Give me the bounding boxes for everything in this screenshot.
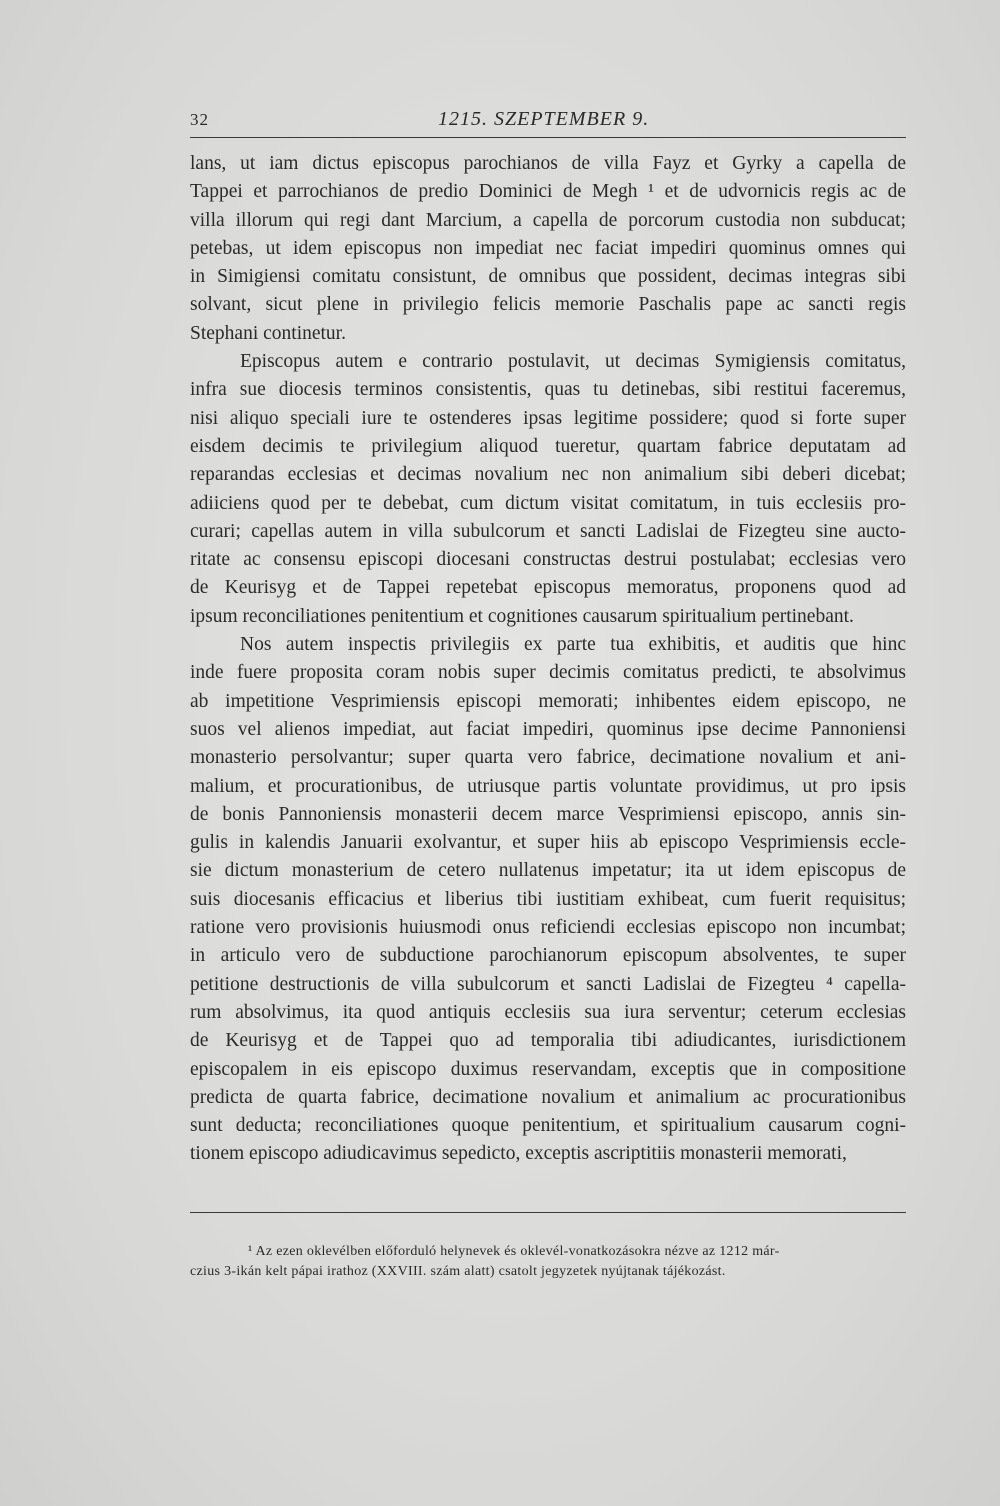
text-line: lans, ut iam dictus episcopus parochianos de villa Fayz et Gyrky a capella de [190, 153, 906, 174]
text-line: infra sue diocesis terminos consistentis, quas tu detinebas, sibi restitui faceremus, [190, 379, 906, 401]
text-line: reparandas ecclesias et decimas novalium nec non animalium sibi deberi dicebat; [190, 464, 906, 486]
footnote-line: czius 3-ikán kelt pápai irathoz (XXVIII. szám alatt) csatolt jegyzetek nyújtanak tájékozást. [190, 1264, 726, 1279]
text-line: de Keurisyg et de Tappei repetebat episcopus memoratus, proponens quod ad [190, 577, 906, 599]
text-line: monasterio persolvantur; super quarta vero fabrice, decimatione novalium et ani- [190, 747, 906, 769]
text-line: petebas, ut idem episcopus non impediat nec faciat impediri quominus omnes qui [190, 237, 906, 259]
text-line: villa illorum qui regi dant Marcium, a capella de porcorum custodia non subducat; [190, 209, 906, 231]
text-line: solvant, sicut plene in privilegio felicis memorie Paschalis pape ac sancti regis [190, 294, 906, 316]
text-line: adiiciens quod per te debebat, cum dictum visitat comitatum, in tuis ecclesiis pro- [190, 492, 906, 514]
text-line: ab impetitione Vesprimiensis episcopi memorati; inhibentes eidem episcopo, ne [190, 690, 906, 712]
text-line: eisdem decimis te privilegium aliquod tueretur, quartam fabrice deputatam ad [190, 435, 906, 457]
text-line: predicta de quarta fabrice, decimatione novalium et animalium ac procurationibus [190, 1086, 906, 1108]
text-line: petitione destructionis de villa subulcorum et sancti Ladislai de Fizegteu ⁴ capella- [190, 973, 906, 995]
text-line: suis diocesanis efficacius et liberius tibi iustitiam exhibeat, cum fuerit requisitus; [190, 888, 906, 910]
text-line: Nos autem inspectis privilegiis ex parte tua exhibitis, et auditis que hinc [240, 634, 906, 656]
text-line: ipsum reconciliationes penitentium et cognitiones causarum spiritualium pertinebant. [190, 605, 854, 627]
text-line: sie dictum monasterium de cetero nullatenus impetatur; ita ut idem episcopus de [190, 860, 906, 882]
text-line: episcopalem in eis episcopo duximus reservandam, exceptis que in compositione [190, 1058, 906, 1080]
body-text [190, 150, 906, 1169]
paragraph [190, 348, 906, 631]
text-line: Stephani continetur. [190, 322, 346, 344]
text-line: rum absolvimus, ita quod antiquis ecclesiis sua iura serventur; ceterum ecclesias [190, 1001, 906, 1023]
running-title: 1215. SZEPTEMBER 9. [438, 108, 650, 130]
page-header [190, 108, 906, 136]
text-line: malium, et procurationibus, de utriusque partis voluntate providimus, ut pro ipsis [190, 775, 906, 797]
text-line: gulis in kalendis Januarii exolvantur, et super hiis ab episcopo Vesprimiensis eccle- [190, 832, 906, 854]
page-number: 32 [190, 110, 209, 129]
text-line: ratione vero provisionis huiusmodi onus reficiendi ecclesias episcopo non incumbat; [190, 917, 906, 939]
text-line: sunt deducta; reconciliationes quoque penitentium, et spiritualium causarum cogni- [190, 1115, 906, 1137]
footnote [190, 1242, 906, 1282]
text-line: ritate ac consensu episcopi diocesani constructas destrui postulabat; ecclesias vero [190, 549, 906, 571]
text-line: Tappei et parrochianos de predio Dominici de Megh ¹ et de udvornicis regis ac de [190, 181, 906, 203]
paragraph [190, 631, 906, 1169]
text-line: suos vel alienos impediat, aut faciat impediri, quominus ipse decime Pannoniensi [190, 718, 906, 740]
footnote-rule [190, 1212, 906, 1213]
text-line: de Keurisyg et de Tappei quo ad temporalia tibi adiudicantes, iurisdictionem [190, 1030, 906, 1052]
footnote-line: ¹ Az ezen oklevélben előforduló helynevek és oklevél-vonatkozásokra nézve az 1212 már- [248, 1244, 780, 1259]
text-line: Episcopus autem e contrario postulavit, ut decimas Symigiensis comitatus, [240, 351, 906, 373]
text-line: in articulo vero de subductione parochianorum episcopum absolventes, te super [190, 945, 906, 967]
text-line: inde fuere proposita coram nobis super decimis comitatus predicti, te absolvimus [190, 662, 906, 684]
text-line: nisi aliquo speciali iure te ostenderes ipsas legitime possidere; quod si forte super [190, 407, 906, 429]
text-line: de bonis Pannoniensis monasterii decem marce Vesprimiensi episcopo, annis sin- [190, 803, 906, 825]
text-line: curari; capellas autem in villa subulcorum et sancti Ladislai de Fizegteu sine aucto- [190, 520, 906, 542]
paragraph [190, 150, 906, 348]
header-rule [190, 137, 906, 138]
text-line: in Simigiensi comitatu consistunt, de omnibus que possident, decimas integras sibi [190, 266, 906, 288]
text-line: tionem episcopo adiudicavimus sepedicto, exceptis ascriptitiis monasterii memorati, [190, 1143, 847, 1165]
